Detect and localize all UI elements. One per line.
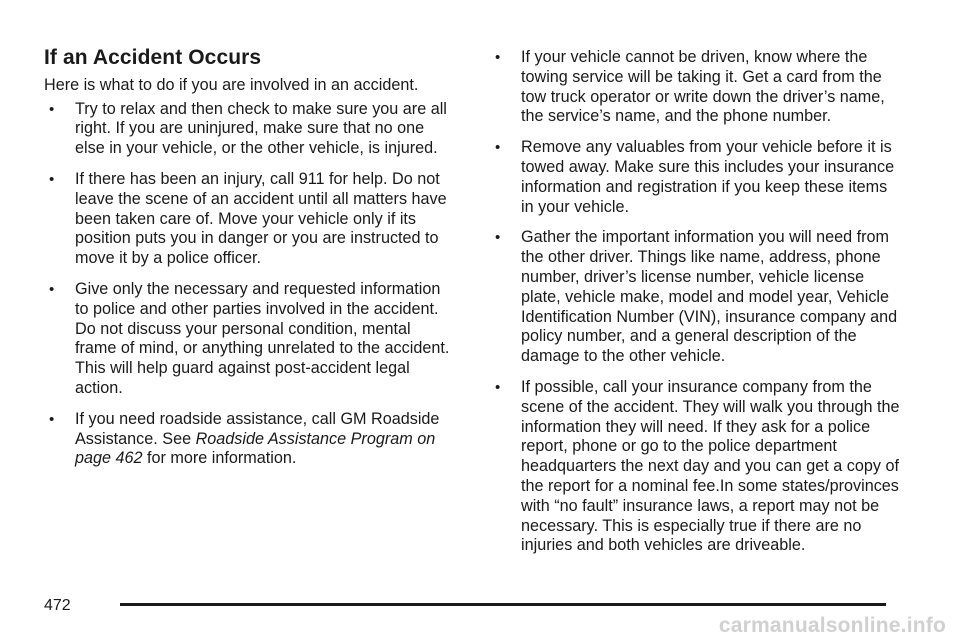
list-item-text: If your vehicle cannot be driven, know where the towing service will be taking it. Get a card from the tow truck operator or write down the driver’s name, the service’s name, and the phone number.	[521, 48, 885, 126]
bullet-icon: •	[49, 410, 55, 428]
right-column	[490, 48, 900, 567]
left-bullet-list	[44, 100, 454, 470]
list-item	[490, 138, 900, 217]
roadside-reference-link[interactable]: Roadside Assistance Program on page 462	[75, 429, 436, 468]
intro-paragraph: Here is what to do if you are involved in an accident.	[44, 76, 419, 94]
bullet-icon: •	[49, 280, 55, 298]
left-column	[44, 46, 454, 480]
list-item-text: Gather the important information you will need from the other driver. Things like name, address, phone number, driver’s license number, vehicle license plate, vehicle make, model and model year, Vehicle Identification Number (VIN), insurance company and policy number, and a general description of the damage to the other vehicle.	[521, 228, 898, 366]
section-heading: If an Accident Occurs	[44, 46, 262, 69]
bullet-icon: •	[49, 100, 55, 118]
list-item-text: Give only the necessary and requested information to police and other parties involved in the accident. Do not discuss your personal condition, mental frame of mind, or anything unrelated to the accident. This will help guard against post-accident legal action.	[75, 279, 450, 397]
bullet-icon: •	[495, 229, 501, 247]
list-item	[44, 170, 454, 269]
bullet-icon: •	[49, 170, 55, 188]
list-item	[490, 228, 900, 367]
right-bullet-list	[490, 48, 900, 556]
bullet-icon: •	[495, 378, 501, 396]
list-item-text: If you need roadside assistance, call GM Roadside Assistance. See	[75, 409, 440, 448]
list-item	[490, 48, 900, 127]
list-item-text: Try to relax and then check to make sure you are all right. If you are uninjured, make sure that no one else in your vehicle, or the other vehicle, is injured.	[75, 99, 447, 158]
list-item-text: If there has been an injury, call 911 for help. Do not leave the scene of an accident until all matters have been taken care of. Move your vehicle only if its position puts you in danger or you are instructed to move it by a police officer.	[75, 169, 447, 268]
page-number: 472	[44, 597, 71, 614]
list-item	[490, 378, 900, 556]
bullet-icon: •	[495, 49, 501, 66]
list-item	[44, 100, 454, 159]
list-item	[44, 280, 454, 399]
watermark: carmanualsonline.info	[718, 614, 946, 637]
list-item-text-end: for more information.	[142, 449, 297, 468]
list-item-text: If possible, call your insurance company from the scene of the accident. They will walk you through the information they will need. If they ask for a police report, phone or go to the police department headquarters the next day and you can get a copy of the report for a nominal fee.In some states/provinces with “no fault” insurance laws, a report may not be necessary. This is especially true if there are no injuries and both vehicles are driveable.	[521, 377, 900, 555]
footer-divider	[120, 603, 886, 606]
list-item	[44, 410, 454, 469]
list-item-text: Remove any valuables from your vehicle before it is towed away. Make sure this includes your insurance information and registration if you keep these items in your vehicle.	[521, 138, 895, 216]
bullet-icon: •	[495, 139, 501, 157]
